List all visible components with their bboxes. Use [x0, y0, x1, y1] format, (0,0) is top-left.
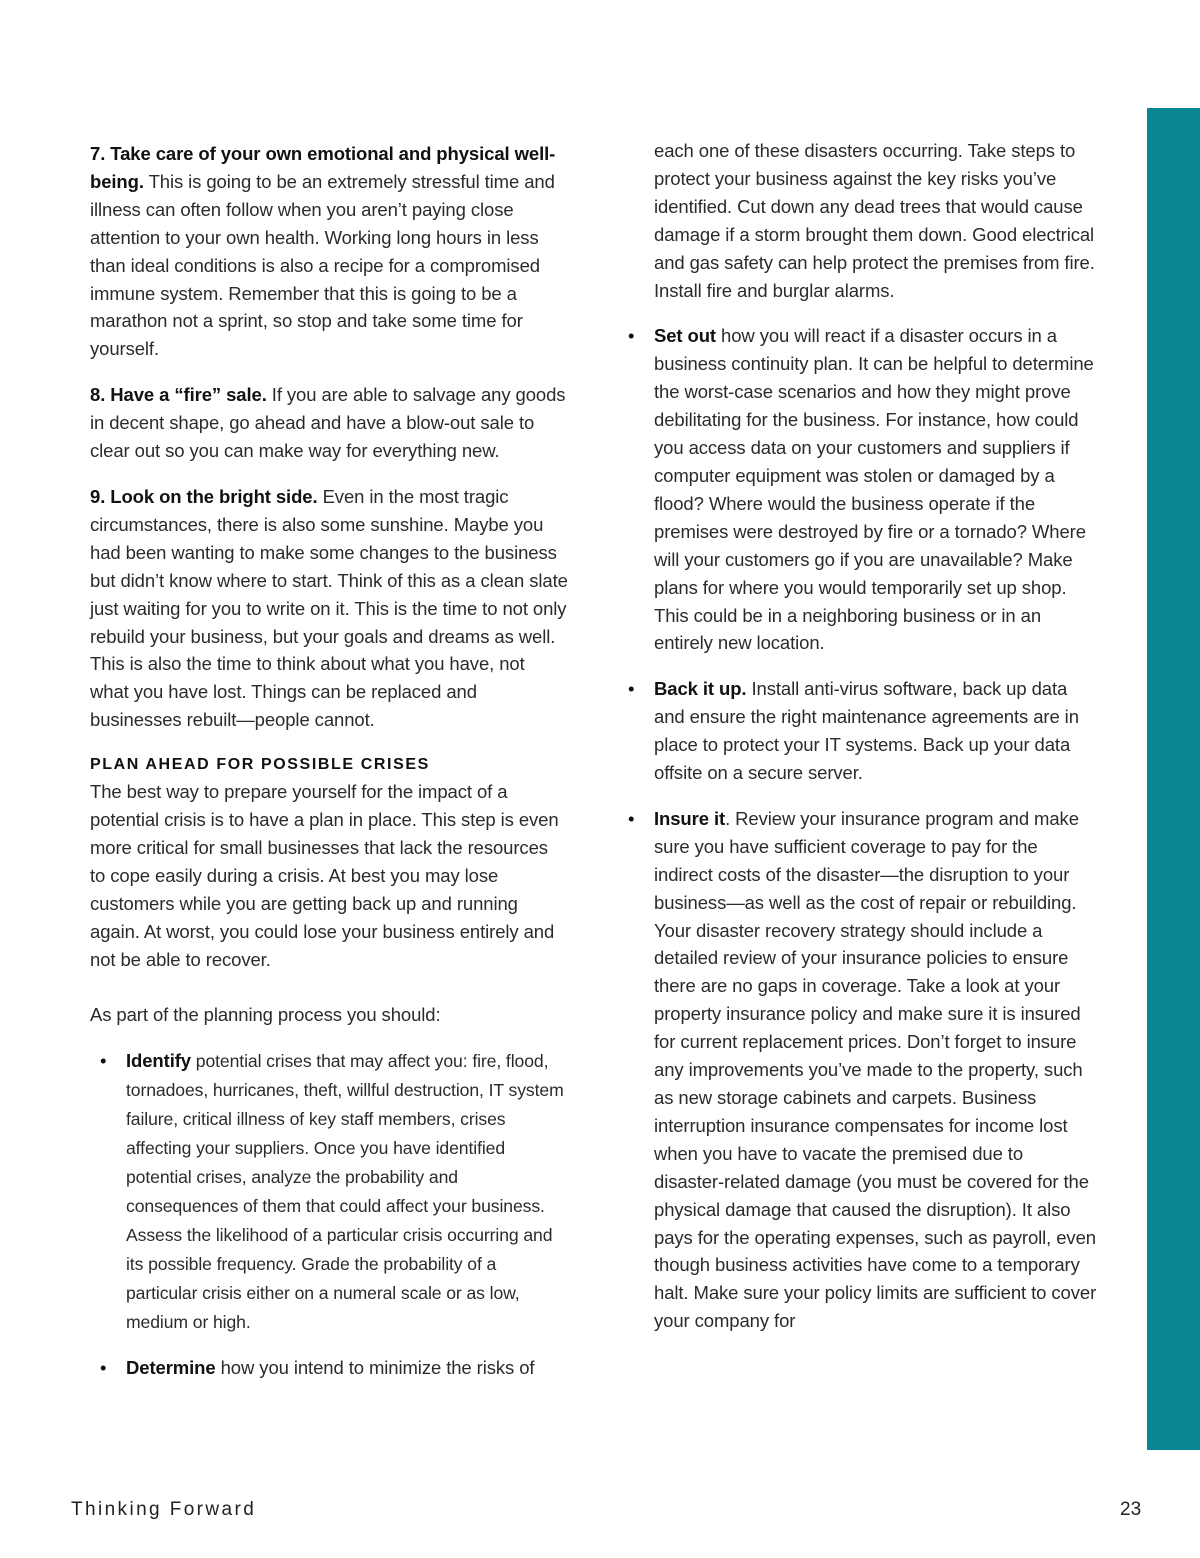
list-item	[628, 322, 1098, 657]
item-7-text: This is going to be an extremely stressful time and illness can often follow when you aren’t paying close attention to your own health. Working long hours in less than ideal conditions is also a recipe for a compromised immune system. Remember that this is going to be a marathon not a sprint, so stop and take some time for yourself.	[90, 170, 555, 360]
planning-process-line: As part of the planning process you should:	[90, 1004, 441, 1026]
bullet-icon: •	[100, 1050, 107, 1072]
list-item	[628, 805, 1098, 1335]
accent-side-bar	[1147, 108, 1200, 1450]
bullet-lead: Determine	[126, 1357, 216, 1379]
bullet-icon: •	[628, 807, 635, 829]
item-7-lead: 7. Take care of your own emotional and physical well-being.	[90, 143, 556, 192]
continuation-paragraph: each one of these disasters occurring. Take steps to protect your business against the key risks you’ve identified. Cut down any dead trees that would cause damage if a storm brought them down. Good electrical and gas safety can help protect the premises from fire. Install fire and burglar alarms.	[654, 140, 1095, 301]
bullet-icon: •	[628, 325, 635, 347]
bullet-icon: •	[100, 1357, 107, 1379]
left-column	[90, 140, 568, 1400]
plan-ahead-heading: PLAN AHEAD FOR POSSIBLE CRISES	[90, 756, 430, 774]
bullet-text: . Review your insurance program and make sure you have sufficient coverage to pay for the indirect costs of the disaster—the disruption to your business—as well as the cost of repair or rebuilding. Your disaster recovery strategy should include a detailed review of your insurance policies to ensure there are no gaps in coverage. Take a look at your property insurance policy and make sure it is insured for current replacement prices. Don’t forget to insure any improvements you’ve made to the property, such as new storage cabinets and carpets. Business interruption insurance compensates for income lost when you have to vacate the premised due to disaster-related damage (you must be covered for the physical damage that caused the disruption). It also pays for the operating expenses, such as payroll, even though business activities have come to a temporary halt. Make sure your policy limits are sufficient to cover your company for	[654, 807, 1097, 1332]
bullet-lead: Identify	[126, 1050, 191, 1072]
bullet-lead: Set out	[654, 325, 716, 347]
footer-title: Thinking Forward	[71, 1499, 257, 1520]
bullet-text: how you intend to minimize the risks of	[215, 1357, 535, 1379]
plan-intro-paragraph: The best way to prepare yourself for the impact of a potential crisis is to have a plan in place. This step is even more critical for small businesses that lack the resources to cope easily during a crisis. At best you may lose customers while you are getting back up and running again. At worst, you could lose your business entirely and not be able to recover.	[90, 781, 559, 970]
page-number: 23	[1120, 1499, 1142, 1520]
bullet-icon: •	[628, 678, 635, 700]
item-8-text: If you are able to salvage any goods in decent shape, go ahead and have a blow-out sale to clear out so you can make way for everything new.	[90, 384, 566, 462]
bullet-lead: Back it up.	[654, 678, 747, 700]
item-9-text: Even in the most tragic circumstances, there is also some sunshine. Maybe you had been wanting to make some changes to the business but didn’t know where to start. Think of this as a clean slate just waiting for you to write on it. This is the time to not only rebuild your business, but your goals and dreams as well. This is also the time to think about what you have, not what you have lost. Things can be replaced and businesses rebuilt—people cannot.	[90, 485, 568, 731]
item-8-paragraph	[90, 381, 568, 465]
bullet-lead: Insure it	[654, 807, 726, 829]
list-item	[90, 1047, 568, 1336]
right-bullet-list	[628, 322, 1098, 1335]
list-item	[628, 675, 1098, 787]
bullet-text: potential crises that may affect you: fire, flood, tornadoes, hurricanes, theft, willful destruction, IT system failure, critical illness of key staff members, crises affecting your suppliers. Once you have identified potential crises, analyze the probability and consequences of them that could affect your business. Assess the likelihood of a particular crisis occurring and its possible frequency. Grade the probability of a particular crisis either on a numeral scale or as low, medium or high.	[126, 1051, 564, 1332]
item-7-paragraph	[90, 140, 568, 363]
item-9-lead: 9. Look on the bright side.	[90, 485, 318, 507]
right-column	[628, 137, 1098, 1353]
planning-bullet-list	[90, 1047, 568, 1382]
item-9-paragraph	[90, 483, 568, 734]
bullet-text: Install anti-virus software, back up data and ensure the right maintenance agreements are in place to protect your IT systems. Back up your data offsite on a secure server.	[654, 678, 1079, 784]
item-8-lead: 8. Have a “fire” sale.	[90, 384, 267, 406]
bullet-text: how you will react if a disaster occurs in a business continuity plan. It can be helpful to determine the worst-case scenarios and how they might prove debilitating for the business. For instance, how could you access data on your customers and suppliers if computer equipment was stolen or damaged by a flood? Where would the business operate if the premises were destroyed by fire or a tornado? Where will your customers go if you are unavailable? Make plans for where you would temporarily set up shop. This could be in a neighboring business or in an entirely new location.	[654, 325, 1094, 654]
list-item	[90, 1354, 568, 1382]
